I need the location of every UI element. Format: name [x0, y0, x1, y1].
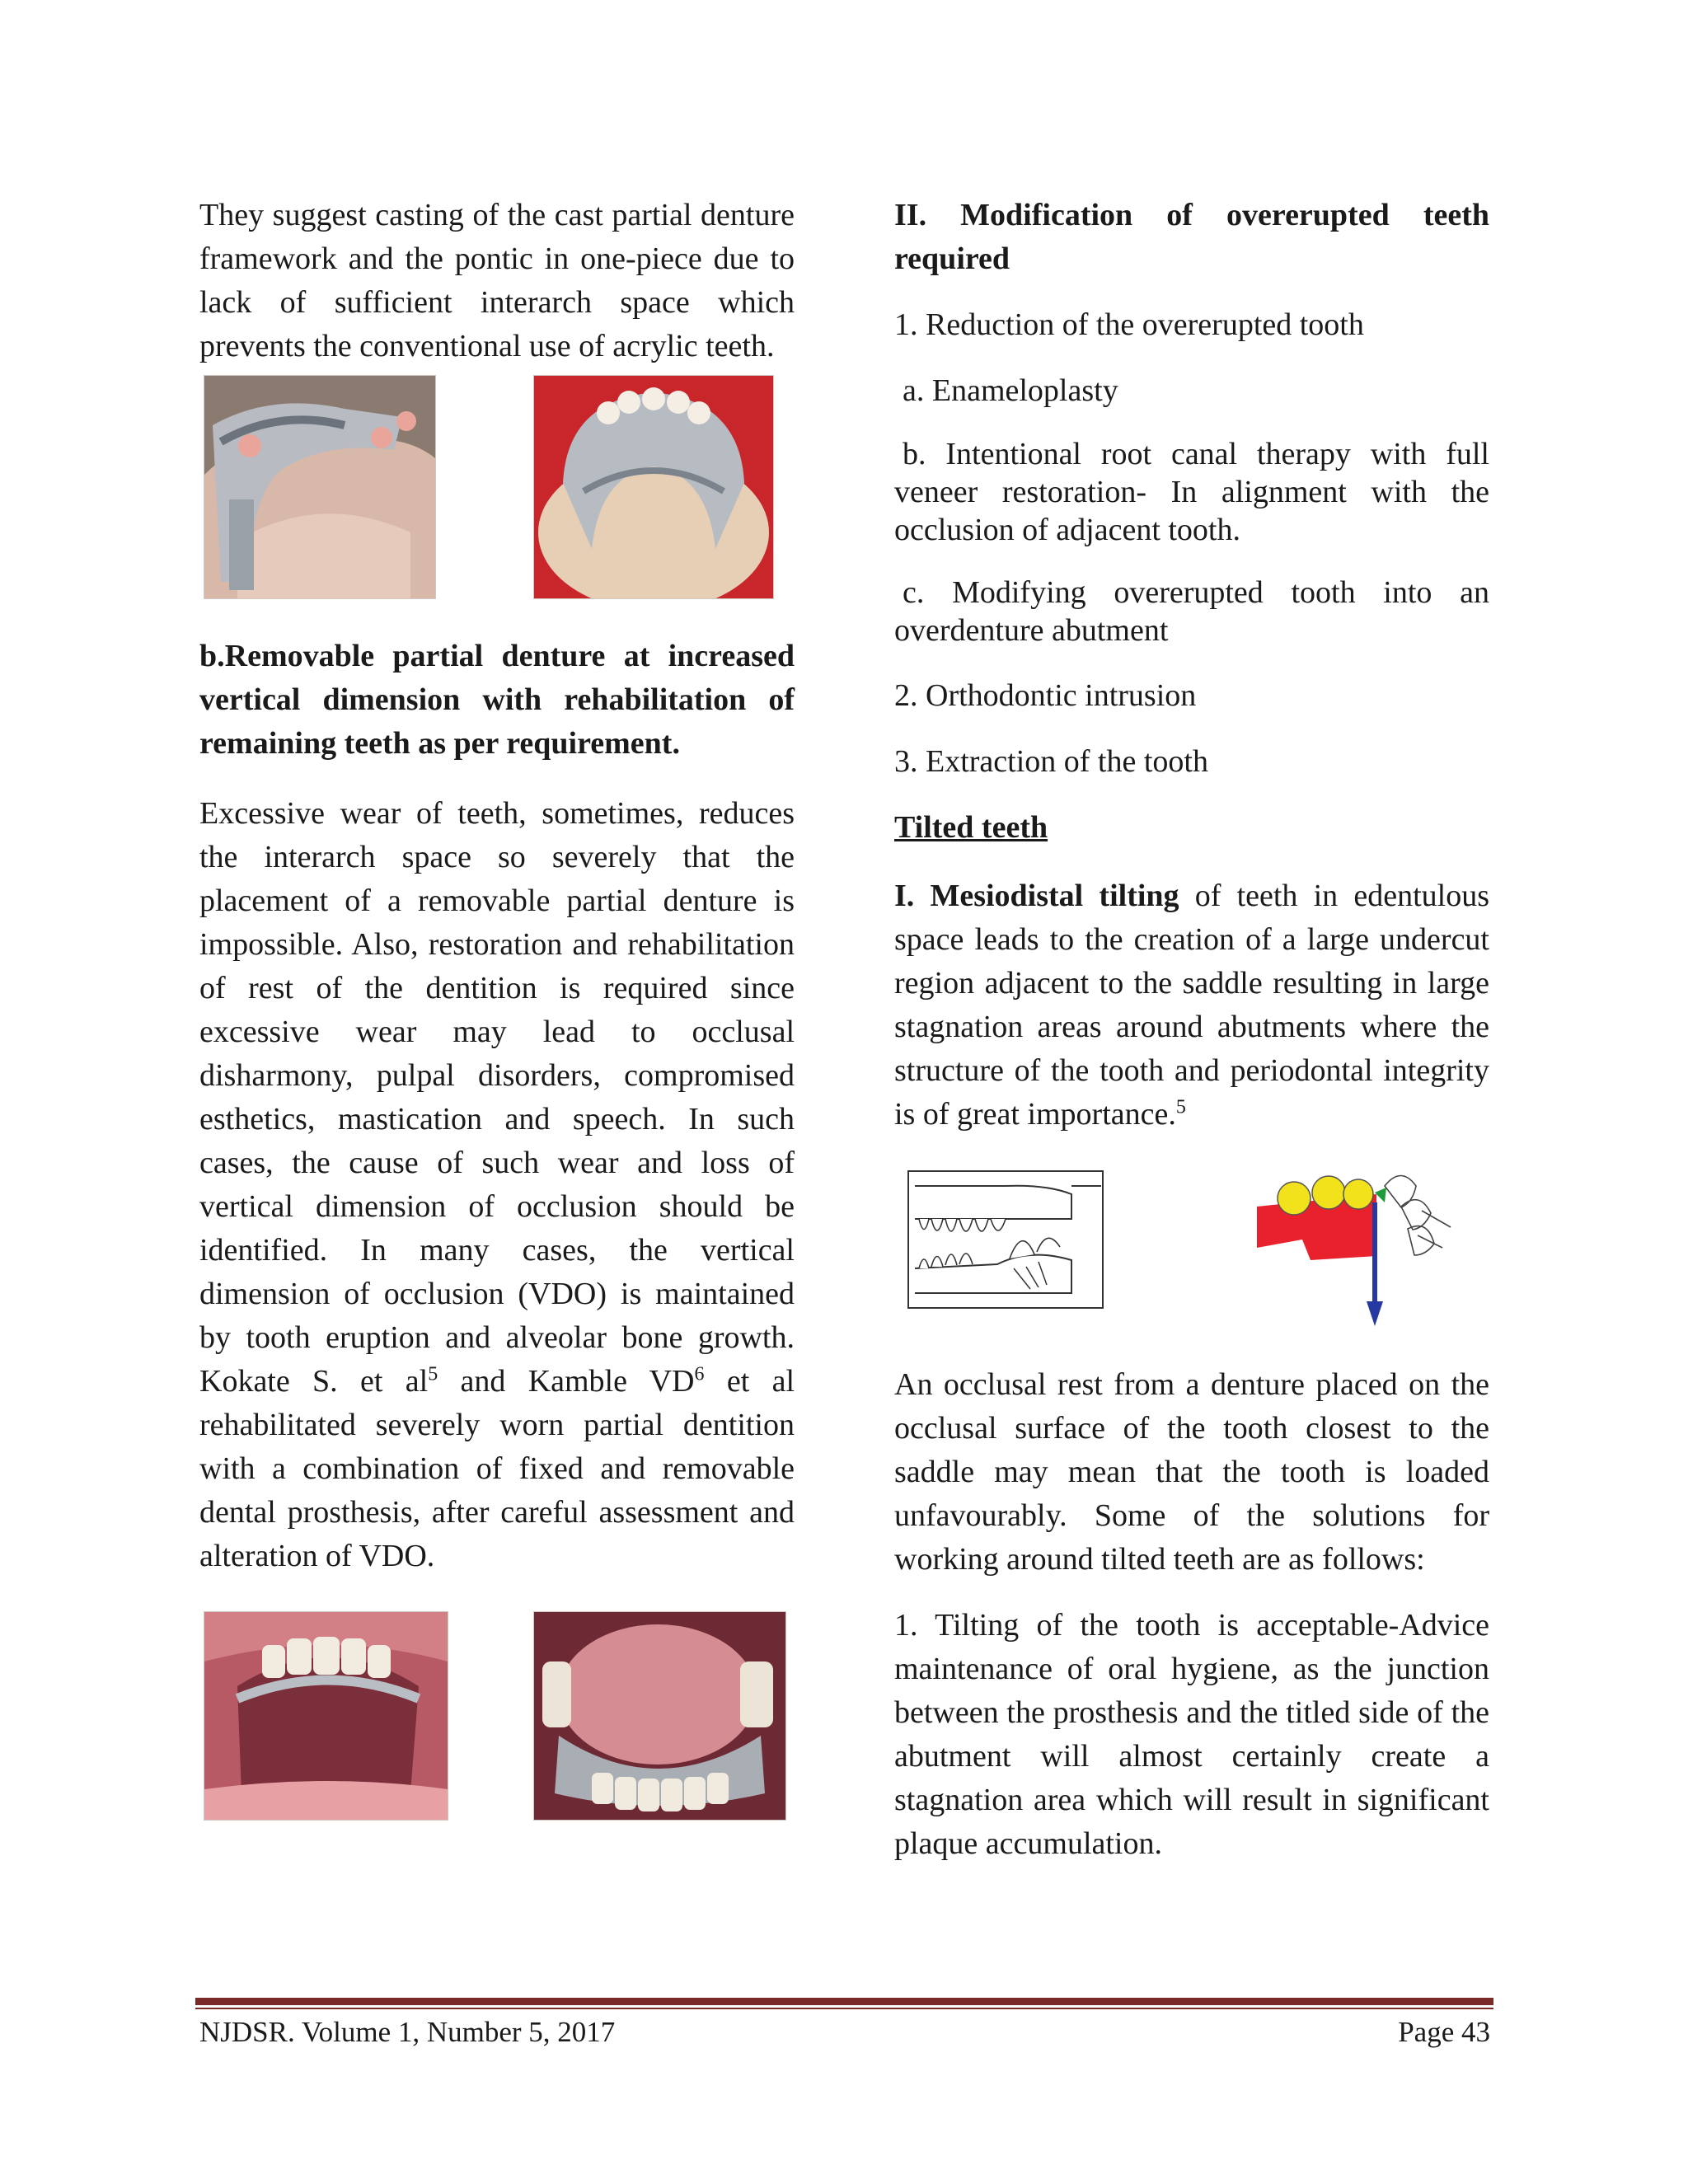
footer-journal: NJDSR. Volume 1, Number 5, 2017 — [199, 2016, 616, 2048]
lower-arch-photo — [533, 1611, 786, 1821]
intro-paragraph: They suggest casting of the cast partial denture framework and the pontic in one-piece due to lack of sufficient interarch space which prevents the conventional use of acrylic teeth. — [199, 198, 795, 363]
tilting-force-diagram — [1253, 1169, 1475, 1326]
heading-ii: II. Modification of overerupted teeth required — [894, 198, 1489, 276]
figure-row-frameworks — [199, 375, 795, 610]
heading-b: b.Removable partial denture at increased vertical dimension with rehabilitation of remaining teeth as per requirement. — [199, 639, 795, 761]
list-item-c: c. Modifying overerupted tooth into an overdenture abutment — [894, 575, 1489, 648]
footer-page-number: Page 43 — [1398, 2016, 1490, 2048]
reference-5-right: 5 — [1175, 1096, 1186, 1118]
mesiodistal-text: of teeth in edentulous space leads to the creation of a large undercut region adjacent to the saddle resulting in large stagnation areas around abutments where the structure of the tooth and periodontal integrity is of great importance. — [894, 879, 1489, 1132]
wear-text-1: Excessive wear of teeth, sometimes, reduces the interarch space so severely that the placement of a removable partial denture is impossible. Also, restoration and rehabilitation of rest of the dentition is required since excessive wear may lead to occlusal disharmony, pulpal disorders, compromised esthetics, mastication and speech. In such cases, the cause of such wear and loss of vertical dimension of occlusion should be identified. In many cases, the vertical dimension of occlusion (VDO) is maintained by tooth eruption and alveolar bone growth. Kokate S. et al — [199, 796, 795, 1399]
mesiodistal-paragraph — [894, 874, 1489, 1137]
list-item-b: b. Intentional root canal therapy with full veneer restoration- In alignment with the occlusion of adjacent tooth. — [894, 437, 1489, 547]
reference-6: 6 — [694, 1363, 705, 1385]
footer-rule-thick — [195, 1998, 1493, 2005]
list-item-a: a. Enameloplasty — [903, 373, 1118, 408]
excessive-wear-paragraph — [199, 792, 795, 1578]
upper-arch-photo — [204, 1611, 448, 1821]
mesiodistal-bold: I. Mesiodistal tilting — [894, 879, 1179, 913]
list-item-1: 1. Reduction of the overerupted tooth — [894, 307, 1364, 342]
reference-5: 5 — [428, 1363, 438, 1385]
framework-photo-1 — [204, 375, 436, 599]
wear-text-2: and Kamble VD — [438, 1364, 695, 1399]
footer-rule-thin — [195, 2008, 1493, 2009]
right-column — [894, 194, 1489, 1866]
figure-row-tilting — [894, 1169, 1489, 1326]
tilted-teeth-heading: Tilted teeth — [894, 810, 1048, 845]
left-column — [199, 194, 795, 1825]
solution-1-paragraph: 1. Tilting of the tooth is acceptable-Advice maintenance of oral hygiene, as the junction between the prosthesis and the titled side of the abutment will almost certainly create a stagnation area which will result in significant plaque accumulation. — [894, 1608, 1489, 1861]
framework-photo-2 — [533, 375, 774, 599]
wear-text-3: et al rehabilitated severely worn partial dentition with a combination of fixed and removable dental prosthesis, after careful assessment and alteration of VDO. — [199, 1364, 795, 1573]
list-item-3: 3. Extraction of the tooth — [894, 744, 1208, 779]
occlusal-rest-paragraph: An occlusal rest from a denture placed on the occlusal surface of the tooth closest to the saddle may mean that the tooth is loaded unfavourably. Some of the solutions for working around tilted teeth are as follows: — [894, 1367, 1489, 1577]
list-item-2: 2. Orthodontic intrusion — [894, 678, 1197, 713]
tilted-teeth-drawing — [907, 1169, 1104, 1310]
figure-row-clinical — [199, 1611, 795, 1825]
